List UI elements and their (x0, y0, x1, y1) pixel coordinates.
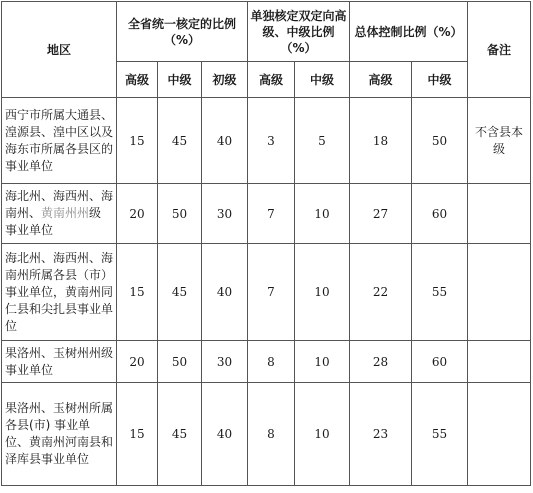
region-header: 地区 (2, 2, 117, 98)
unified-junior-cell: 40 (202, 244, 248, 341)
region-cell: 海北州、海西州、海南州所属各县（市）事业单位，黄南州同仁县和尖扎县事业单位 (2, 244, 117, 341)
table-row (2, 244, 531, 341)
unified-junior-cell: 40 (202, 98, 248, 184)
dual-senior-cell: 8 (248, 341, 295, 383)
unified-mid-cell: 50 (158, 184, 202, 244)
dual-senior-cell: 7 (248, 244, 295, 341)
group-dual-header: 单独核定双定向高级、中级比例（%） (248, 2, 350, 62)
region-cell: 西宁市所属大通县、湟源县、湟中区以及海东市所属各县区的事业单位 (2, 98, 117, 184)
group-unified-header: 全省统一核定的比例（%） (117, 2, 248, 62)
dual-mid-cell: 10 (295, 383, 350, 486)
total-mid-cell: 55 (412, 244, 468, 341)
dual-senior-cell: 8 (248, 383, 295, 486)
dual-mid-cell: 10 (295, 341, 350, 383)
table-row (2, 184, 531, 244)
unified-junior-cell: 30 (202, 184, 248, 244)
unified-senior-cell: 15 (117, 383, 158, 486)
total-mid-header: 中级 (412, 62, 468, 98)
total-senior-cell: 22 (350, 244, 412, 341)
note-cell: 不含县本级 (468, 98, 531, 184)
unified-senior-cell: 15 (117, 244, 158, 341)
total-senior-cell: 18 (350, 98, 412, 184)
table-row (2, 341, 531, 383)
unified-mid-cell: 45 (158, 244, 202, 341)
dual-senior-cell: 7 (248, 184, 295, 244)
total-senior-cell: 27 (350, 184, 412, 244)
unified-junior-header: 初级 (202, 62, 248, 98)
region-cell (2, 184, 117, 244)
unified-junior-cell: 30 (202, 341, 248, 383)
table-row (2, 98, 531, 184)
group-total-header: 总体控制比例（%） (350, 2, 468, 62)
unified-mid-cell: 50 (158, 341, 202, 383)
region-cell: 果洛州、玉树州州级事业单位 (2, 341, 117, 383)
total-mid-cell: 55 (412, 383, 468, 486)
total-mid-cell: 60 (412, 184, 468, 244)
total-senior-cell: 23 (350, 383, 412, 486)
note-header: 备注 (468, 2, 531, 98)
region-text: 级事业单位 (5, 206, 102, 237)
note-cell (468, 244, 531, 341)
note-cell (468, 341, 531, 383)
unified-mid-header: 中级 (158, 62, 202, 98)
unified-senior-cell: 20 (117, 341, 158, 383)
table-row (2, 383, 531, 486)
dual-mid-cell: 10 (295, 244, 350, 341)
unified-senior-cell: 20 (117, 184, 158, 244)
unified-senior-cell: 15 (117, 98, 158, 184)
unified-junior-cell: 40 (202, 383, 248, 486)
region-text: 海北州、海西州、海南州、 (5, 189, 114, 220)
total-senior-header: 高级 (350, 62, 412, 98)
unified-senior-header: 高级 (117, 62, 158, 98)
dual-mid-cell: 5 (295, 98, 350, 184)
region-text-faded: 黄南州州 (41, 206, 90, 220)
region-cell: 果洛州、玉树州所属各县(市) 事业单位、黄南州河南县和泽库县事业单位 (2, 383, 117, 486)
total-senior-cell: 28 (350, 341, 412, 383)
total-mid-cell: 50 (412, 98, 468, 184)
unified-mid-cell: 45 (158, 98, 202, 184)
dual-mid-header: 中级 (295, 62, 350, 98)
note-cell (468, 184, 531, 244)
header-row-1 (2, 2, 531, 62)
dual-mid-cell: 10 (295, 184, 350, 244)
total-mid-cell: 60 (412, 341, 468, 383)
dual-senior-cell: 3 (248, 98, 295, 184)
note-cell (468, 383, 531, 486)
dual-senior-header: 高级 (248, 62, 295, 98)
title-ratio-table (1, 1, 531, 486)
unified-mid-cell: 45 (158, 383, 202, 486)
